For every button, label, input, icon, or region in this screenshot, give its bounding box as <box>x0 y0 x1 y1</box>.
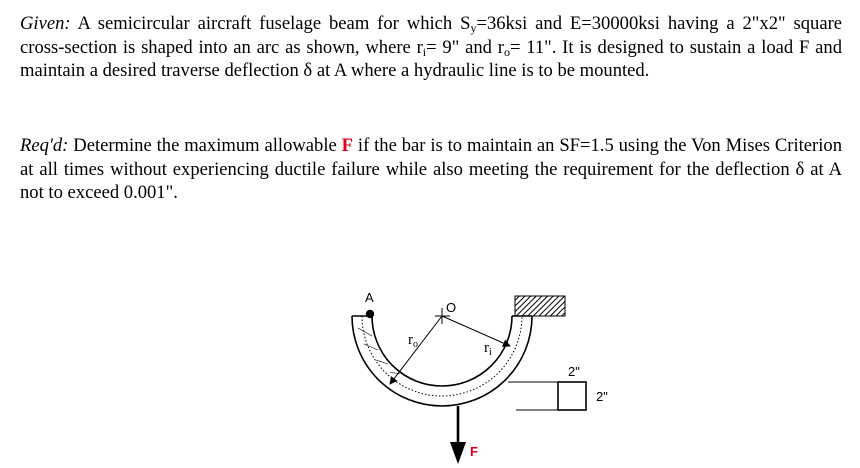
force-symbol: F <box>341 135 354 156</box>
ro-label: $r_o$ <box>408 332 418 350</box>
sy-subscript: y <box>470 21 477 35</box>
centroid-arc <box>362 316 522 396</box>
required-label: Req'd: <box>20 135 69 156</box>
required-paragraph <box>20 134 842 205</box>
given-label: Given: <box>20 13 71 34</box>
center-o-label: O <box>446 300 457 315</box>
given-text-4: = 11". It is designed to sustain a load F and maintain a desired traverse deflection δ at A where a hydraulic line is to be mounted. <box>20 36 842 81</box>
given-text-1: A semicircular aircraft fuselage beam for which S <box>77 13 471 34</box>
ri-subscript: i <box>422 44 427 59</box>
cross-section-square <box>558 382 586 410</box>
point-a-marker <box>366 310 374 318</box>
required-text-2: if the bar is to maintain an SF=1.5 using the Von Mises Criterion at all times without experiencing ductile failure while also meeting the requirement for the deflection δ at A not to exceed 0.001". <box>20 135 842 203</box>
given-paragraph <box>20 12 842 83</box>
given-text-2: =36ksi and E=30000ksi having a 2"x2" square cross-section is shaped into an arc as shown, where r <box>20 13 843 58</box>
ri-radius-line <box>442 316 510 346</box>
ro-subscript: o <box>503 44 510 59</box>
ro-radius-line <box>390 316 442 384</box>
dim-height-label: 2" <box>568 364 580 379</box>
force-arrowhead <box>450 442 466 464</box>
given-text-3: = 9" and r <box>426 36 504 58</box>
ri-label: $r_i$ <box>484 340 492 358</box>
beam-figure <box>340 288 640 468</box>
required-text-1: Determine the maximum allowable <box>73 135 337 156</box>
dim-width-label: 2" <box>596 389 608 404</box>
force-f-label: F <box>470 444 478 459</box>
point-a-label: A <box>365 290 374 305</box>
wall-support <box>515 296 565 316</box>
